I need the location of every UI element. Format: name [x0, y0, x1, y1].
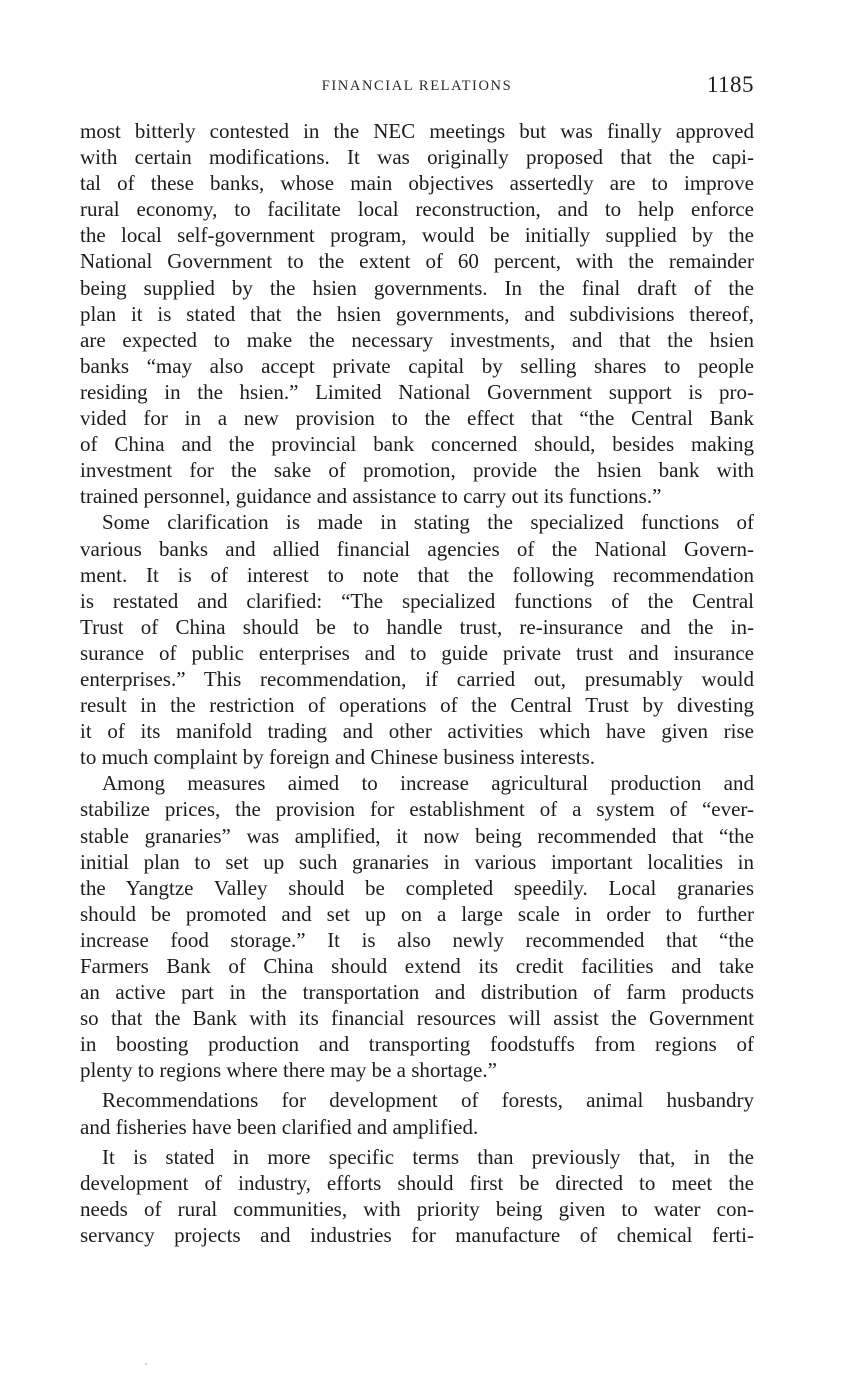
- text-line: Recommendations for development of forests, animal husbandry: [102, 1088, 754, 1113]
- text-line: residing in the hsien.” Limited National Government support is pro-: [80, 379, 754, 404]
- paragraph: [80, 118, 754, 509]
- text-line: Farmers Bank of China should extend its credit facilities and take: [80, 954, 754, 978]
- text-line: so that the Bank with its financial resources will assist the Government: [80, 1006, 754, 1031]
- text-line: of China and the provincial bank concerned should, besides making: [80, 432, 754, 457]
- text-line: the Yangtze Valley should be completed speedily. Local granaries: [80, 875, 754, 900]
- text-line: plan it is stated that the hsien governments, and subdivisions thereof,: [80, 301, 754, 326]
- text-line: trained personnel, guidance and assistance to carry out its functions.”: [80, 484, 662, 509]
- text-line: surance of public enterprises and to guide private trust and insurance: [80, 640, 754, 665]
- text-line: banks “may also accept private capital by selling shares to people: [80, 353, 754, 378]
- text-line: needs of rural communities, with priority being given to water con-: [80, 1196, 754, 1221]
- text-line: vided for in a new provision to the effect that “the Central Bank: [80, 406, 754, 431]
- page-number: 1185: [706, 72, 754, 97]
- text-line: initial plan to set up such granaries in various important localities in: [80, 849, 754, 874]
- text-line: investment for the sake of promotion, provide the hsien bank with: [80, 458, 754, 483]
- text-line: increase food storage.” It is also newly recommended that “the: [80, 927, 754, 952]
- text-line: to much complaint by foreign and Chinese business interests.: [80, 745, 595, 770]
- text-line: and fisheries have been clarified and amplified.: [80, 1114, 479, 1139]
- text-line: Trust of China should be to handle trust, re-insurance and the in-: [80, 614, 754, 639]
- paragraph: [80, 1087, 754, 1139]
- text-line: in boosting production and transporting foodstuffs from regions of: [80, 1032, 754, 1057]
- text-line: ment. It is of interest to note that the following recommendation: [80, 562, 754, 587]
- paragraph: [80, 1144, 754, 1248]
- text-line: the local self-government program, would be initially supplied by the: [80, 223, 754, 248]
- text-line: enterprises.” This recommendation, if carried out, presumably would: [80, 666, 754, 691]
- text-line: National Government to the extent of 60 percent, with the remainder: [80, 249, 754, 274]
- text-line: stable granaries” was amplified, it now being recommended that “the: [80, 823, 754, 848]
- text-line: being supplied by the hsien governments. In the final draft of the: [80, 275, 754, 300]
- text-line: servancy projects and industries for manufacture of chemical ferti-: [80, 1222, 754, 1247]
- text-line: It is stated in more specific terms than previously that, in the: [102, 1144, 754, 1169]
- scan-speck: [145, 1363, 147, 1365]
- text-line: an active part in the transportation and distribution of farm products: [80, 980, 754, 1005]
- text-line: Some clarification is made in stating the specialized functions of: [102, 510, 754, 535]
- text-line: rural economy, to facilitate local reconstruction, and to help enforce: [80, 197, 754, 222]
- running-head: FINANCIAL RELATIONS: [321, 78, 513, 94]
- text-line: most bitterly contested in the NEC meetings but was finally approved: [80, 119, 754, 143]
- paragraph: [80, 509, 754, 770]
- text-line: with certain modifications. It was originally proposed that the capi-: [80, 145, 754, 170]
- paragraph: [80, 770, 754, 1083]
- text-line: stabilize prices, the provision for establishment of a system of “ever-: [80, 797, 754, 822]
- text-line: should be promoted and set up on a large scale in order to further: [80, 901, 754, 926]
- text-line: various banks and allied financial agencies of the National Govern-: [80, 536, 754, 561]
- text-line: are expected to make the necessary investments, and that the hsien: [80, 327, 754, 352]
- body-text: [80, 118, 754, 1248]
- text-line: development of industry, efforts should first be directed to meet the: [80, 1170, 754, 1195]
- text-line: plenty to regions where there may be a shortage.”: [80, 1058, 497, 1083]
- text-line: it of its manifold trading and other activities which have given rise: [80, 719, 754, 744]
- text-line: result in the restriction of operations of the Central Trust by divesting: [80, 693, 754, 718]
- text-line: tal of these banks, whose main objectives assertedly are to improve: [80, 171, 754, 196]
- page-header: [80, 72, 754, 108]
- text-line: is restated and clarified: “The specialized functions of the Central: [80, 588, 754, 613]
- text-line: Among measures aimed to increase agricultural production and: [102, 771, 754, 796]
